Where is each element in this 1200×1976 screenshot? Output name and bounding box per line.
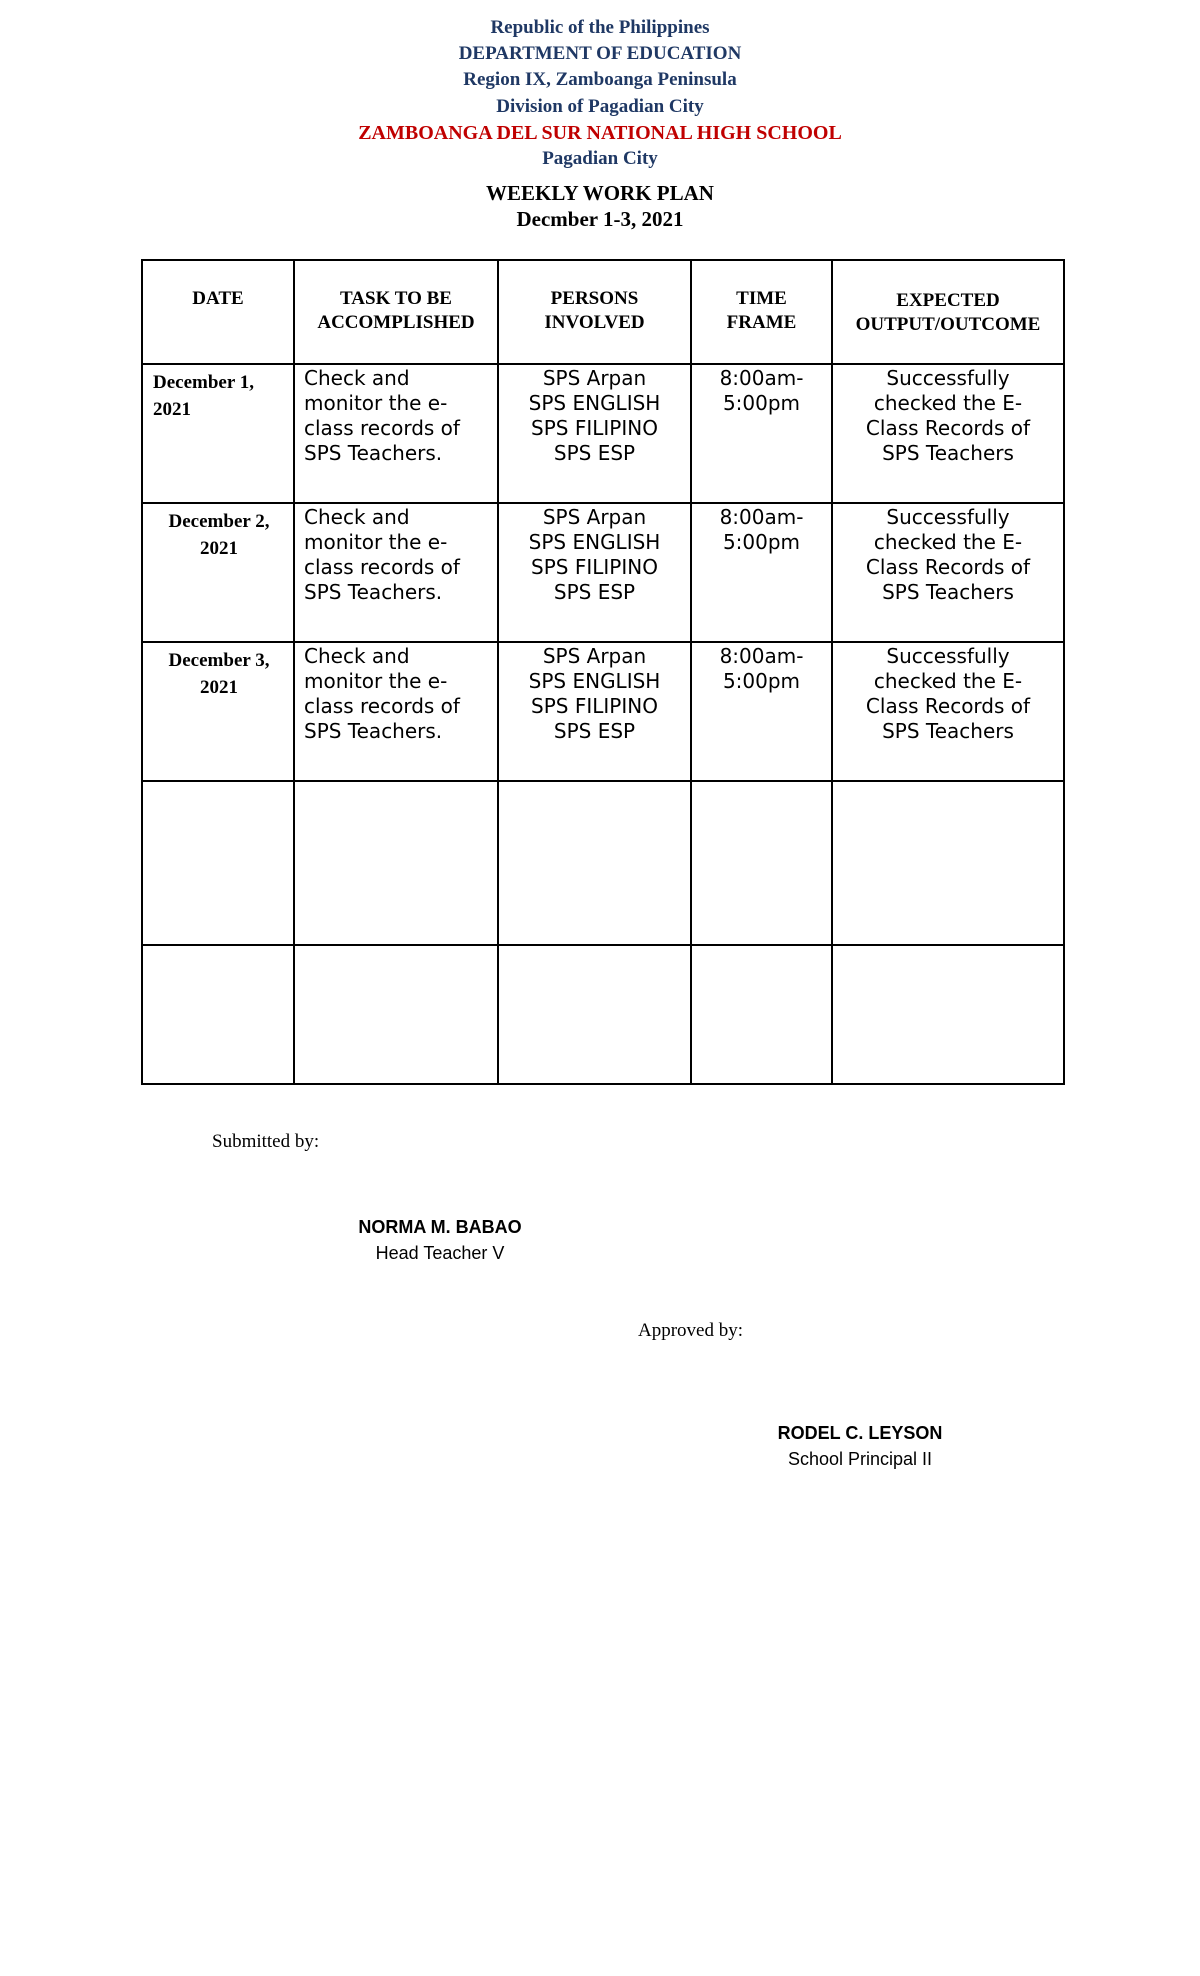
header-expected-output: EXPECTED OUTPUT/OUTCOME — [832, 260, 1064, 364]
table-row — [142, 364, 1064, 503]
header-time-frame: TIME FRAME — [691, 260, 832, 364]
header-persons: PERSONS INVOLVED — [498, 260, 691, 364]
persons-cell: SPS Arpan SPS ENGLISH SPS FILIPINO SPS ESP — [498, 503, 691, 642]
empty-cell — [498, 945, 691, 1084]
date-cell: December 3, 2021 — [142, 642, 294, 781]
table-row-empty — [142, 945, 1064, 1084]
date-cell: December 2, 2021 — [142, 503, 294, 642]
approver-name: RODEL C. LEYSON — [777, 1423, 943, 1443]
table-header-row — [142, 260, 1064, 364]
date-cell: December 1, 2021 — [142, 364, 294, 503]
empty-cell — [691, 781, 832, 945]
empty-cell — [142, 945, 294, 1084]
persons-cell: SPS Arpan SPS ENGLISH SPS FILIPINO SPS ESP — [498, 642, 691, 781]
time-cell: 8:00am- 5:00pm — [691, 364, 832, 503]
task-cell: Check and monitor the e- class records of SPS Teachers. — [294, 364, 498, 503]
persons-cell: SPS Arpan SPS ENGLISH SPS FILIPINO SPS ESP — [498, 364, 691, 503]
table-row — [142, 642, 1064, 781]
empty-cell — [691, 945, 832, 1084]
submitter-name: NORMA M. BABAO — [358, 1217, 522, 1237]
header-date: DATE — [142, 260, 294, 364]
empty-cell — [498, 781, 691, 945]
empty-cell — [294, 781, 498, 945]
time-cell: 8:00am- 5:00pm — [691, 642, 832, 781]
letterhead-school: ZAMBOANGA DEL SUR NATIONAL HIGH SCHOOL — [358, 122, 842, 144]
approver-position: School Principal II — [787, 1449, 933, 1469]
empty-cell — [832, 945, 1064, 1084]
plan-dates: Decmber 1-3, 2021 — [516, 207, 684, 231]
letterhead-country: Republic of the Philippines — [490, 17, 710, 38]
letterhead-region: Region IX, Zamboanga Peninsula — [463, 69, 737, 90]
output-cell: Successfully checked the E- Class Records of SPS Teachers — [832, 642, 1064, 781]
plan-title: WEEKLY WORK PLAN — [486, 181, 714, 205]
empty-cell — [142, 781, 294, 945]
letterhead-division: Division of Pagadian City — [496, 96, 704, 117]
empty-cell — [832, 781, 1064, 945]
approved-by-label: Approved by: — [638, 1320, 744, 1341]
task-cell: Check and monitor the e- class records of SPS Teachers. — [294, 503, 498, 642]
empty-cell — [294, 945, 498, 1084]
submitter-position: Head Teacher V — [375, 1243, 505, 1263]
letterhead-city: Pagadian City — [542, 148, 658, 169]
time-cell: 8:00am- 5:00pm — [691, 503, 832, 642]
task-cell: Check and monitor the e- class records of SPS Teachers. — [294, 642, 498, 781]
letterhead-department: DEPARTMENT OF EDUCATION — [458, 43, 742, 64]
output-cell: Successfully checked the E- Class Records of SPS Teachers — [832, 364, 1064, 503]
header-task: TASK TO BE ACCOMPLISHED — [294, 260, 498, 364]
table-row-empty — [142, 781, 1064, 945]
submitted-by-label: Submitted by: — [212, 1131, 320, 1152]
work-plan-table — [141, 259, 1065, 1085]
table-row — [142, 503, 1064, 642]
output-cell: Successfully checked the E- Class Records of SPS Teachers — [832, 503, 1064, 642]
